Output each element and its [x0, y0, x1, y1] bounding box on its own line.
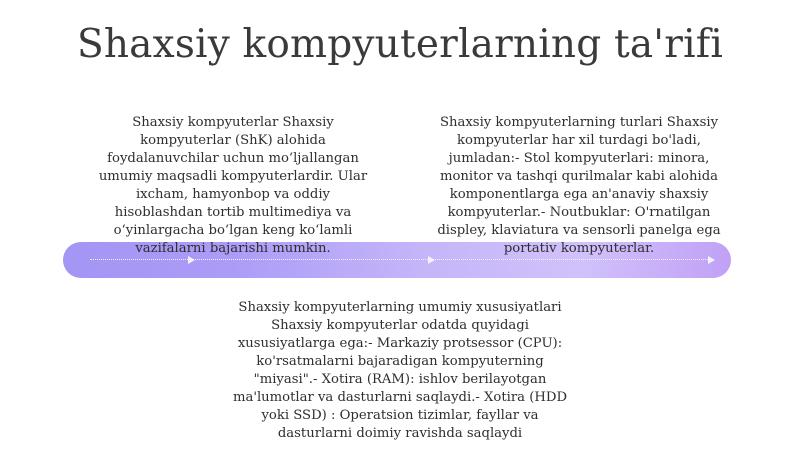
text-line: kompyuterlar.- Noutbuklar: O'rnatilgan: [447, 205, 711, 220]
definition-text-block: [78, 114, 388, 258]
text-line: Shaxsiy kompyuterlarning turlari Shaxsiy: [439, 115, 719, 130]
text-line: ko'rsatmalarni bajaradigan kompyuterning: [256, 354, 544, 369]
text-line: foydalanuvchilar uchun moʻljallangan: [107, 151, 359, 166]
text-line: dasturlarni doimiy ravishda saqlaydi: [277, 426, 523, 441]
text-line: "miyasi".- Xotira (RAM): ishlov berilayotgan: [253, 372, 547, 387]
text-line: oʻyinlargacha boʻlgan keng koʻlamli: [113, 223, 353, 238]
text-line: hisoblashdan tortib multimediya va: [114, 205, 352, 220]
text-line: monitor va tashqi qurilmalar kabi alohida: [439, 169, 719, 184]
text-line: kompyuterlar (ShK) alohida: [140, 133, 326, 148]
text-line: ma'lumotlar va dasturlarni saqlaydi.- Xotira (HDD: [232, 390, 568, 405]
text-line: yoki SSD) : Operatsion tizimlar, fayllar va: [261, 408, 539, 423]
text-line: vazifalarni bajarishi mumkin.: [135, 241, 331, 256]
text-line: xususiyatlarga ega:- Markaziy protsessor (CPU):: [237, 336, 563, 351]
types-text-block: [418, 114, 740, 258]
text-line: kompyuterlar har xil turdagi bo'ladi,: [457, 133, 701, 148]
features-text-block: [220, 299, 580, 443]
text-line: Shaxsiy kompyuterlar odatda quyidagi: [271, 318, 529, 333]
text-line: displey, klaviatura va sensorli panelga ega: [437, 223, 721, 238]
text-line: ixcham, hamyonbop va oddiy: [135, 187, 331, 202]
timeline-dotted-line: [90, 259, 710, 260]
text-line: umumiy maqsadli kompyuterlardir. Ular: [98, 169, 368, 184]
slide-title: Shaxsiy kompyuterlarning ta'rifi: [76, 22, 724, 67]
text-line: Shaxsiy kompyuterlar Shaxsiy: [132, 115, 334, 130]
text-line: portativ kompyuterlar.: [503, 241, 655, 256]
text-line: jumladan:- Stol kompyuterlari: minora,: [448, 151, 710, 166]
text-line: komponentlarga ega an'anaviy shaxsiy: [449, 187, 709, 202]
text-line: Shaxsiy kompyuterlarning umumiy xususiyatlari: [238, 300, 562, 315]
